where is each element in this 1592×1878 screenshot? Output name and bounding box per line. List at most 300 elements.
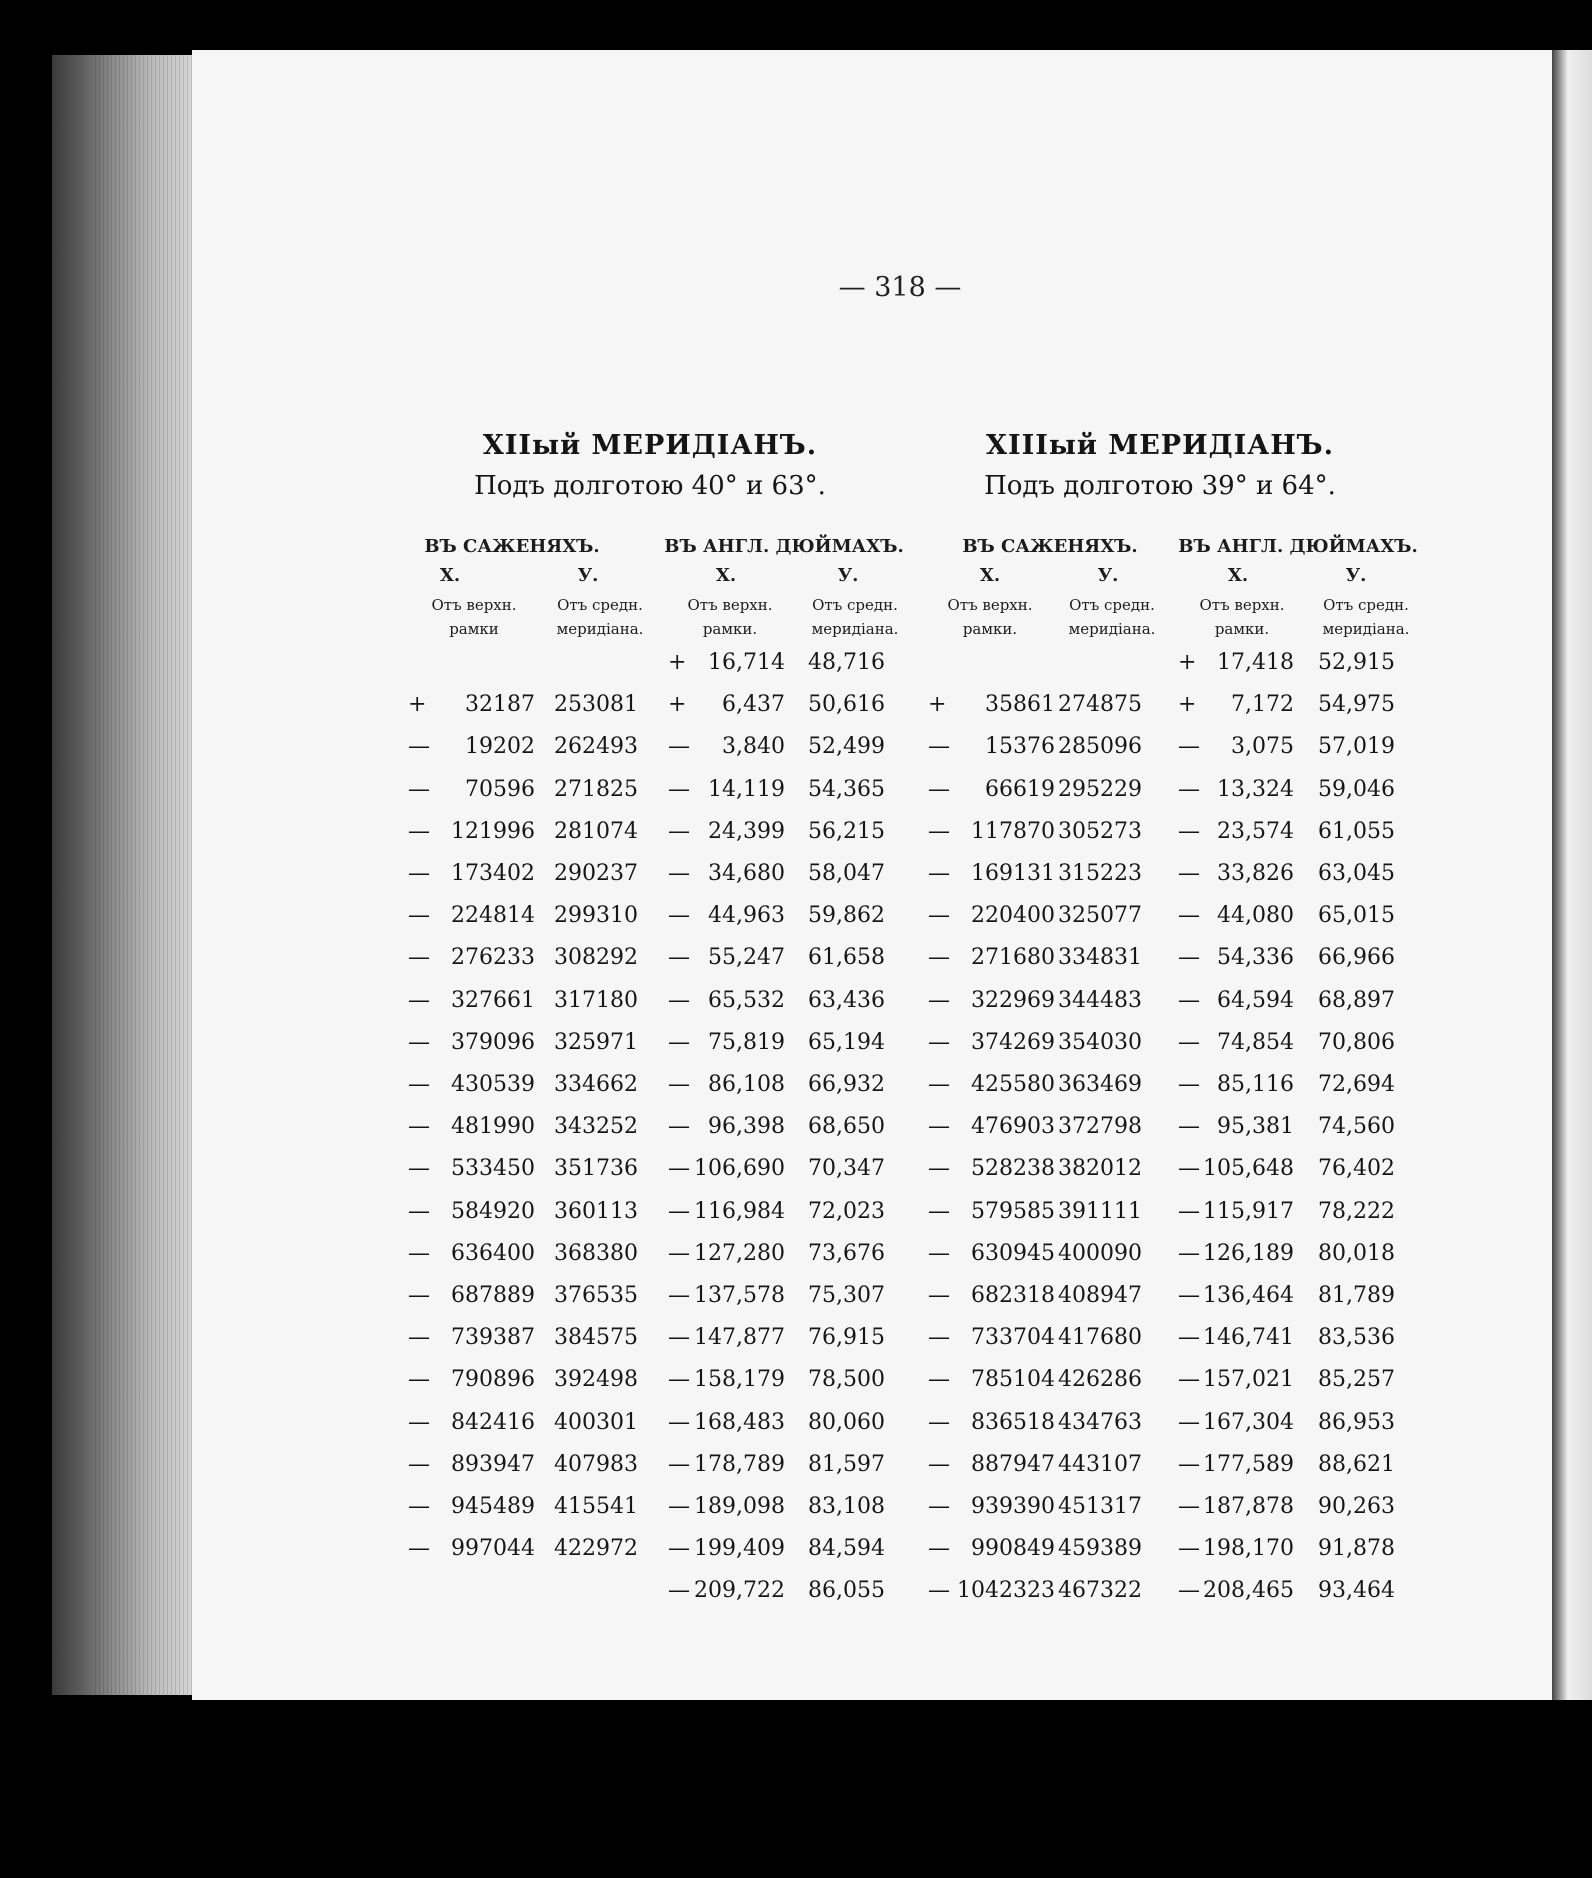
right-inch-y-cell: 76,402: [1318, 1156, 1395, 1182]
left-sazh-y-cell: 376535: [554, 1283, 638, 1308]
left-inch-x-cell: 189,098: [694, 1494, 785, 1519]
left-inch-x-cell: 199,409: [694, 1536, 785, 1562]
right-sazh-sign-cell: —: [928, 1409, 950, 1435]
right-inch-sign-cell: —: [1178, 734, 1200, 760]
right-header-inch: ВЪ АНГЛ. ДЮЙМАХЪ.: [1178, 536, 1418, 557]
right-sazh-sign-cell: —: [928, 818, 950, 844]
left-sazh-sign-cell: —: [408, 945, 430, 971]
right-inch-y-cell: 54,975: [1318, 692, 1395, 718]
left-inch-y-cell: 58,047: [808, 861, 885, 886]
right-inch-x-cell: 3,075: [1231, 734, 1294, 760]
left-inch-sign-cell: —: [668, 861, 690, 886]
left-inch-sign-cell: —: [668, 945, 690, 971]
left-sazh-x-cell: 790896: [451, 1367, 535, 1393]
right-meridian-subtitle: Подъ долготою 39° и 64°.: [984, 471, 1336, 501]
right-sazh-sign-cell: —: [928, 1029, 950, 1055]
right-inch-y-cell: 86,953: [1318, 1409, 1395, 1435]
right-inch-x-cell: 115,917: [1203, 1198, 1294, 1224]
left-sazh-y-cell: 384575: [554, 1325, 638, 1351]
right-sazh-x-cell: 425580: [971, 1072, 1055, 1097]
left-inch-x-cell: 75,819: [708, 1029, 785, 1055]
right-sazh-sign-cell: —: [928, 861, 950, 886]
right-sazh-x-cell: 887947: [971, 1451, 1055, 1477]
right-inch-y-cell: 65,015: [1318, 903, 1395, 929]
left-sazh-y-cell: 343252: [554, 1114, 638, 1140]
left-sazh-sign-cell: —: [408, 1156, 430, 1182]
left-sazh-x-cell: 481990: [451, 1114, 535, 1140]
left-inch-sign-cell: —: [668, 1240, 690, 1266]
right-inch-y-cell: 59,046: [1318, 776, 1395, 802]
right-sazh-x-cell: 528238: [971, 1156, 1055, 1182]
left-sazh-x-cell: 224814: [451, 903, 535, 929]
left-sazh-y-cell: 299310: [554, 903, 638, 929]
left-inch-y-cell: 59,862: [808, 903, 885, 929]
left-header-frame: рамки: [449, 620, 499, 638]
right-sazh-y-cell: 295229: [1058, 776, 1142, 802]
left-inch-sign-cell: —: [668, 1325, 690, 1351]
right-inch-x-cell: 177,589: [1203, 1451, 1294, 1477]
left-header-from-mid2: Отъ средн.: [812, 596, 898, 614]
right-sazh-y-cell: 426286: [1058, 1367, 1142, 1393]
right-inch-x-cell: 167,304: [1203, 1409, 1294, 1435]
left-inch-x-cell: 96,398: [708, 1114, 785, 1140]
left-sazh-sign-cell: +: [408, 692, 427, 718]
left-inch-sign-cell: —: [668, 1536, 690, 1562]
left-inch-sign-cell: —: [668, 1198, 690, 1224]
right-sazh-y-cell: 434763: [1058, 1409, 1142, 1435]
right-header-frame2: рамки.: [1214, 620, 1270, 638]
left-header-from-top2: Отъ верхн.: [687, 596, 773, 614]
right-inch-x-cell: 126,189: [1203, 1240, 1294, 1266]
left-inch-sign-cell: —: [668, 1494, 690, 1519]
left-header-frame2: рамки.: [702, 620, 758, 638]
left-inch-y-cell: 54,365: [808, 776, 885, 802]
left-inch-x-cell: 65,532: [708, 987, 785, 1013]
right-inch-x-cell: 23,574: [1217, 818, 1294, 844]
left-inch-x-cell: 127,280: [694, 1240, 785, 1266]
right-sazh-sign-cell: —: [928, 987, 950, 1013]
left-sazh-x-cell: 19202: [465, 734, 535, 760]
right-sazh-y-cell: 344483: [1058, 987, 1142, 1013]
right-sazh-y-cell: 443107: [1058, 1451, 1142, 1477]
right-inch-sign-cell: —: [1178, 1240, 1200, 1266]
right-header-from-top2: Отъ верхн.: [1199, 596, 1285, 614]
left-sazh-x-cell: 636400: [451, 1240, 535, 1266]
left-inch-x-cell: 86,108: [708, 1072, 785, 1097]
left-inch-x-cell: 24,399: [708, 818, 785, 844]
left-meridian-title: XIIый МЕРИДІАНЪ.: [482, 430, 818, 461]
left-sazh-y-cell: 400301: [554, 1409, 638, 1435]
left-inch-y-cell: 84,594: [808, 1536, 885, 1562]
right-inch-y-cell: 68,897: [1318, 987, 1395, 1013]
right-sazh-y-cell: 451317: [1058, 1494, 1142, 1519]
right-sazh-x-cell: 220400: [971, 903, 1055, 929]
right-sazh-x-cell: 117870: [971, 818, 1055, 844]
right-sazh-sign-cell: —: [928, 734, 950, 760]
right-inch-y-cell: 93,464: [1318, 1578, 1395, 1604]
right-inch-x-cell: 208,465: [1203, 1578, 1294, 1604]
left-sazh-y-cell: 392498: [554, 1367, 638, 1393]
left-inch-y-cell: 75,307: [808, 1283, 885, 1308]
right-inch-sign-cell: —: [1178, 1325, 1200, 1351]
left-inch-y-cell: 68,650: [808, 1114, 885, 1140]
right-sazh-x-cell: 682318: [971, 1283, 1055, 1308]
right-inch-sign-cell: —: [1178, 861, 1200, 886]
right-sazh-x-cell: 271680: [971, 945, 1055, 971]
right-sazh-y-cell: 408947: [1058, 1283, 1142, 1308]
right-sazh-sign-cell: —: [928, 1072, 950, 1097]
right-sazh-x-cell: 66619: [985, 776, 1055, 802]
right-sazh-y-cell: 459389: [1058, 1536, 1142, 1562]
right-inch-x-cell: 105,648: [1203, 1156, 1294, 1182]
right-inch-x-cell: 64,594: [1217, 987, 1294, 1013]
left-header-meridian: меридіана.: [556, 620, 644, 638]
left-sazh-x-cell: 430539: [451, 1072, 535, 1097]
left-inch-x-cell: 55,247: [708, 945, 785, 971]
right-inch-y-cell: 52,915: [1318, 650, 1395, 675]
left-inch-x-cell: 158,179: [694, 1367, 785, 1393]
right-sazh-y-cell: 325077: [1058, 903, 1142, 929]
right-sazh-y-cell: 274875: [1058, 692, 1142, 718]
left-sazh-x-cell: 893947: [451, 1451, 535, 1477]
right-inch-sign-cell: —: [1178, 1409, 1200, 1435]
right-sazh-x-cell: 630945: [971, 1240, 1055, 1266]
left-inch-sign-cell: —: [668, 1114, 690, 1140]
left-sazh-sign-cell: —: [408, 818, 430, 844]
right-inch-sign-cell: —: [1178, 1451, 1200, 1477]
right-inch-x-cell: 146,741: [1203, 1325, 1294, 1351]
left-sazh-sign-cell: —: [408, 1325, 430, 1351]
right-sazh-x-cell: 1042323: [957, 1578, 1055, 1604]
right-inch-x-cell: 157,021: [1203, 1367, 1294, 1393]
right-inch-sign-cell: —: [1178, 776, 1200, 802]
right-sazh-y-cell: 467322: [1058, 1578, 1142, 1604]
right-inch-x-cell: 85,116: [1217, 1072, 1294, 1097]
left-sazh-x-cell: 379096: [451, 1029, 535, 1055]
left-inch-x-cell: 6,437: [722, 692, 785, 718]
left-sazh-x-cell: 687889: [451, 1283, 535, 1308]
right-inch-x-cell: 198,170: [1203, 1536, 1294, 1562]
left-sazh-x-cell: 32187: [465, 692, 535, 718]
left-sazh-y-cell: 271825: [554, 776, 638, 802]
left-inch-sign-cell: —: [668, 734, 690, 760]
right-sazh-x-cell: 35861: [985, 692, 1055, 718]
left-sazh-y-cell: 253081: [554, 692, 638, 718]
left-header-from-mid: Отъ средн.: [557, 596, 643, 614]
left-header-x: X.: [439, 565, 461, 586]
left-sazh-sign-cell: —: [408, 1072, 430, 1097]
right-sazh-x-cell: 15376: [985, 734, 1055, 760]
left-inch-y-cell: 83,108: [808, 1494, 885, 1519]
left-header-x2: X.: [715, 565, 737, 586]
right-inch-y-cell: 72,694: [1318, 1072, 1395, 1097]
right-inch-sign-cell: —: [1178, 1283, 1200, 1308]
right-inch-y-cell: 85,257: [1318, 1367, 1395, 1393]
right-inch-x-cell: 95,381: [1217, 1114, 1294, 1140]
right-header-sazh: ВЪ САЖЕНЯХЪ.: [962, 536, 1138, 557]
left-sazh-sign-cell: —: [408, 1494, 430, 1519]
left-sazh-sign-cell: —: [408, 1451, 430, 1477]
right-inch-y-cell: 63,045: [1318, 861, 1395, 886]
left-inch-y-cell: 56,215: [808, 818, 885, 844]
right-sazh-y-cell: 382012: [1058, 1156, 1142, 1182]
right-inch-sign-cell: +: [1178, 650, 1197, 675]
right-inch-y-cell: 74,560: [1318, 1114, 1395, 1140]
left-inch-y-cell: 81,597: [808, 1451, 885, 1477]
left-inch-y-cell: 52,499: [808, 734, 885, 760]
right-inch-y-cell: 78,222: [1318, 1198, 1395, 1224]
left-inch-sign-cell: +: [668, 692, 687, 718]
left-inch-y-cell: 78,500: [808, 1367, 885, 1393]
left-sazh-x-cell: 276233: [451, 945, 535, 971]
right-inch-y-cell: 81,789: [1318, 1283, 1395, 1308]
right-sazh-x-cell: 579585: [971, 1198, 1055, 1224]
left-sazh-y-cell: 308292: [554, 945, 638, 971]
right-sazh-sign-cell: —: [928, 1536, 950, 1562]
right-sazh-y-cell: 391111: [1058, 1198, 1142, 1224]
right-inch-sign-cell: —: [1178, 1156, 1200, 1182]
right-sazh-sign-cell: —: [928, 1283, 950, 1308]
right-header-y: У.: [1097, 565, 1119, 586]
right-sazh-y-cell: 334831: [1058, 945, 1142, 971]
left-sazh-sign-cell: —: [408, 776, 430, 802]
left-inch-sign-cell: —: [668, 1367, 690, 1393]
right-sazh-y-cell: 372798: [1058, 1114, 1142, 1140]
left-inch-y-cell: 73,676: [808, 1240, 885, 1266]
right-inch-x-cell: 54,336: [1217, 945, 1294, 971]
right-inch-y-cell: 90,263: [1318, 1494, 1395, 1519]
left-inch-x-cell: 44,963: [708, 903, 785, 929]
left-inch-sign-cell: —: [668, 1029, 690, 1055]
right-inch-y-cell: 88,621: [1318, 1451, 1395, 1477]
right-sazh-x-cell: 990849: [971, 1536, 1055, 1562]
left-inch-x-cell: 137,578: [694, 1283, 785, 1308]
left-sazh-x-cell: 584920: [451, 1198, 535, 1224]
left-sazh-y-cell: 334662: [554, 1072, 638, 1097]
right-header-meridian: меридіана.: [1068, 620, 1156, 638]
right-sazh-sign-cell: —: [928, 1578, 950, 1604]
left-inch-y-cell: 80,060: [808, 1409, 885, 1435]
right-sazh-x-cell: 733704: [971, 1325, 1055, 1351]
left-header-y2: У.: [837, 565, 859, 586]
right-sazh-sign-cell: —: [928, 945, 950, 971]
left-sazh-y-cell: 360113: [554, 1198, 638, 1224]
right-sazh-y-cell: 305273: [1058, 818, 1142, 844]
left-sazh-sign-cell: —: [408, 1198, 430, 1224]
right-sazh-sign-cell: —: [928, 1240, 950, 1266]
right-sazh-sign-cell: —: [928, 1494, 950, 1519]
left-sazh-sign-cell: —: [408, 1283, 430, 1308]
right-sazh-sign-cell: —: [928, 1156, 950, 1182]
right-inch-x-cell: 7,172: [1231, 692, 1294, 718]
left-inch-y-cell: 65,194: [808, 1029, 885, 1055]
left-inch-y-cell: 86,055: [808, 1578, 885, 1604]
left-inch-x-cell: 147,877: [694, 1325, 785, 1351]
left-sazh-y-cell: 351736: [554, 1156, 638, 1182]
right-header-x: X.: [979, 565, 1001, 586]
right-inch-sign-cell: —: [1178, 903, 1200, 929]
right-header-from-top: Отъ верхн.: [947, 596, 1033, 614]
right-inch-y-cell: 61,055: [1318, 818, 1395, 844]
right-inch-sign-cell: —: [1178, 1494, 1200, 1519]
left-header-inch: ВЪ АНГЛ. ДЮЙМАХЪ.: [664, 536, 904, 557]
left-sazh-x-cell: 945489: [451, 1494, 535, 1519]
right-inch-x-cell: 136,464: [1203, 1283, 1294, 1308]
left-inch-x-cell: 34,680: [708, 861, 785, 886]
right-sazh-x-cell: 785104: [971, 1367, 1055, 1393]
left-sazh-x-cell: 121996: [451, 818, 535, 844]
right-sazh-y-cell: 363469: [1058, 1072, 1142, 1097]
left-inch-x-cell: 3,840: [722, 734, 785, 760]
right-meridian-title: XIIIый МЕРИДІАНЪ.: [986, 430, 1334, 461]
right-inch-y-cell: 66,966: [1318, 945, 1395, 971]
left-header-meridian2: меридіана.: [811, 620, 899, 638]
left-inch-y-cell: 66,932: [808, 1072, 885, 1097]
right-inch-sign-cell: +: [1178, 692, 1197, 718]
left-inch-x-cell: 178,789: [694, 1451, 785, 1477]
right-inch-x-cell: 44,080: [1217, 903, 1294, 929]
right-header-from-mid: Отъ средн.: [1069, 596, 1155, 614]
right-inch-x-cell: 187,878: [1203, 1494, 1294, 1519]
right-inch-x-cell: 33,826: [1217, 861, 1294, 886]
right-inch-sign-cell: —: [1178, 1114, 1200, 1140]
right-inch-sign-cell: —: [1178, 1367, 1200, 1393]
right-sazh-x-cell: 476903: [971, 1114, 1055, 1140]
right-sazh-y-cell: 417680: [1058, 1325, 1142, 1351]
left-sazh-y-cell: 422972: [554, 1536, 638, 1562]
left-sazh-y-cell: 407983: [554, 1451, 638, 1477]
left-sazh-sign-cell: —: [408, 1367, 430, 1393]
left-sazh-x-cell: 327661: [451, 987, 535, 1013]
right-sazh-sign-cell: —: [928, 903, 950, 929]
right-sazh-x-cell: 836518: [971, 1409, 1055, 1435]
left-header-from-top: Отъ верхн.: [431, 596, 517, 614]
right-inch-y-cell: 57,019: [1318, 734, 1395, 760]
right-sazh-y-cell: 315223: [1058, 861, 1142, 886]
left-sazh-sign-cell: —: [408, 1240, 430, 1266]
left-header-y: У.: [577, 565, 599, 586]
right-sazh-sign-cell: —: [928, 1114, 950, 1140]
right-sazh-sign-cell: —: [928, 776, 950, 802]
right-inch-sign-cell: —: [1178, 1578, 1200, 1604]
left-inch-y-cell: 61,658: [808, 945, 885, 971]
right-header-from-mid2: Отъ средн.: [1323, 596, 1409, 614]
left-sazh-y-cell: 325971: [554, 1029, 638, 1055]
left-inch-y-cell: 76,915: [808, 1325, 885, 1351]
left-sazh-sign-cell: —: [408, 1536, 430, 1562]
right-inch-sign-cell: —: [1178, 818, 1200, 844]
right-inch-x-cell: 13,324: [1217, 776, 1294, 802]
left-sazh-x-cell: 842416: [451, 1409, 535, 1435]
right-sazh-y-cell: 285096: [1058, 734, 1142, 760]
left-inch-sign-cell: —: [668, 818, 690, 844]
right-meridian-heading: [880, 430, 1440, 501]
left-sazh-sign-cell: —: [408, 734, 430, 760]
left-inch-y-cell: 70,347: [808, 1156, 885, 1182]
right-sazh-x-cell: 374269: [971, 1029, 1055, 1055]
right-inch-sign-cell: —: [1178, 945, 1200, 971]
left-inch-sign-cell: —: [668, 903, 690, 929]
left-inch-y-cell: 48,716: [808, 650, 885, 675]
left-sazh-y-cell: 368380: [554, 1240, 638, 1266]
page-number: — 318 —: [838, 272, 962, 303]
right-inch-x-cell: 74,854: [1217, 1029, 1294, 1055]
left-sazh-y-cell: 317180: [554, 987, 638, 1013]
left-sazh-sign-cell: —: [408, 1029, 430, 1055]
left-sazh-x-cell: 739387: [451, 1325, 535, 1351]
right-inch-y-cell: 70,806: [1318, 1029, 1395, 1055]
left-inch-x-cell: 106,690: [694, 1156, 785, 1182]
right-inch-sign-cell: —: [1178, 1198, 1200, 1224]
left-sazh-y-cell: 281074: [554, 818, 638, 844]
left-inch-x-cell: 116,984: [694, 1198, 785, 1224]
right-inch-sign-cell: —: [1178, 1536, 1200, 1562]
left-sazh-y-cell: 262493: [554, 734, 638, 760]
left-sazh-sign-cell: —: [408, 1114, 430, 1140]
right-sazh-sign-cell: —: [928, 1198, 950, 1224]
left-inch-x-cell: 14,119: [708, 776, 785, 802]
right-header-x2: X.: [1227, 565, 1249, 586]
right-sazh-x-cell: 939390: [971, 1494, 1055, 1519]
left-inch-y-cell: 63,436: [808, 987, 885, 1013]
left-sazh-sign-cell: —: [408, 903, 430, 929]
right-inch-sign-cell: —: [1178, 987, 1200, 1013]
right-sazh-sign-cell: —: [928, 1451, 950, 1477]
right-inch-y-cell: 83,536: [1318, 1325, 1395, 1351]
left-sazh-sign-cell: —: [408, 1409, 430, 1435]
left-inch-sign-cell: —: [668, 1156, 690, 1182]
left-inch-x-cell: 16,714: [708, 650, 785, 675]
left-inch-y-cell: 50,616: [808, 692, 885, 718]
right-sazh-x-cell: 169131: [971, 861, 1055, 886]
right-sazh-y-cell: 400090: [1058, 1240, 1142, 1266]
left-inch-sign-cell: —: [668, 776, 690, 802]
left-inch-sign-cell: —: [668, 1283, 690, 1308]
right-header-meridian2: меридіана.: [1322, 620, 1410, 638]
left-meridian-heading: [370, 430, 930, 501]
left-sazh-x-cell: 533450: [451, 1156, 535, 1182]
left-inch-sign-cell: —: [668, 987, 690, 1013]
left-sazh-sign-cell: —: [408, 861, 430, 886]
right-sazh-sign-cell: —: [928, 1325, 950, 1351]
left-inch-y-cell: 72,023: [808, 1198, 885, 1224]
right-sazh-x-cell: 322969: [971, 987, 1055, 1013]
left-inch-sign-cell: —: [668, 1409, 690, 1435]
left-sazh-y-cell: 415541: [554, 1494, 638, 1519]
left-meridian-subtitle: Подъ долготою 40° и 63°.: [474, 471, 826, 501]
right-inch-sign-cell: —: [1178, 1029, 1200, 1055]
left-inch-sign-cell: —: [668, 1451, 690, 1477]
left-sazh-x-cell: 70596: [465, 776, 535, 802]
right-sazh-sign-cell: —: [928, 1367, 950, 1393]
left-sazh-x-cell: 173402: [451, 861, 535, 886]
left-inch-sign-cell: —: [668, 1072, 690, 1097]
right-sazh-sign-cell: +: [928, 692, 947, 718]
right-sazh-y-cell: 354030: [1058, 1029, 1142, 1055]
right-inch-y-cell: 91,878: [1318, 1536, 1395, 1562]
right-inch-sign-cell: —: [1178, 1072, 1200, 1097]
right-inch-x-cell: 17,418: [1217, 650, 1294, 675]
left-sazh-sign-cell: —: [408, 987, 430, 1013]
right-header-y2: У.: [1345, 565, 1367, 586]
left-sazh-y-cell: 290237: [554, 861, 638, 886]
left-header-sazh: ВЪ САЖЕНЯХЪ.: [424, 536, 600, 557]
right-inch-y-cell: 80,018: [1318, 1240, 1395, 1266]
left-inch-x-cell: 168,483: [694, 1409, 785, 1435]
right-header-frame: рамки.: [962, 620, 1018, 638]
left-inch-x-cell: 209,722: [694, 1578, 785, 1604]
left-sazh-x-cell: 997044: [451, 1536, 535, 1562]
